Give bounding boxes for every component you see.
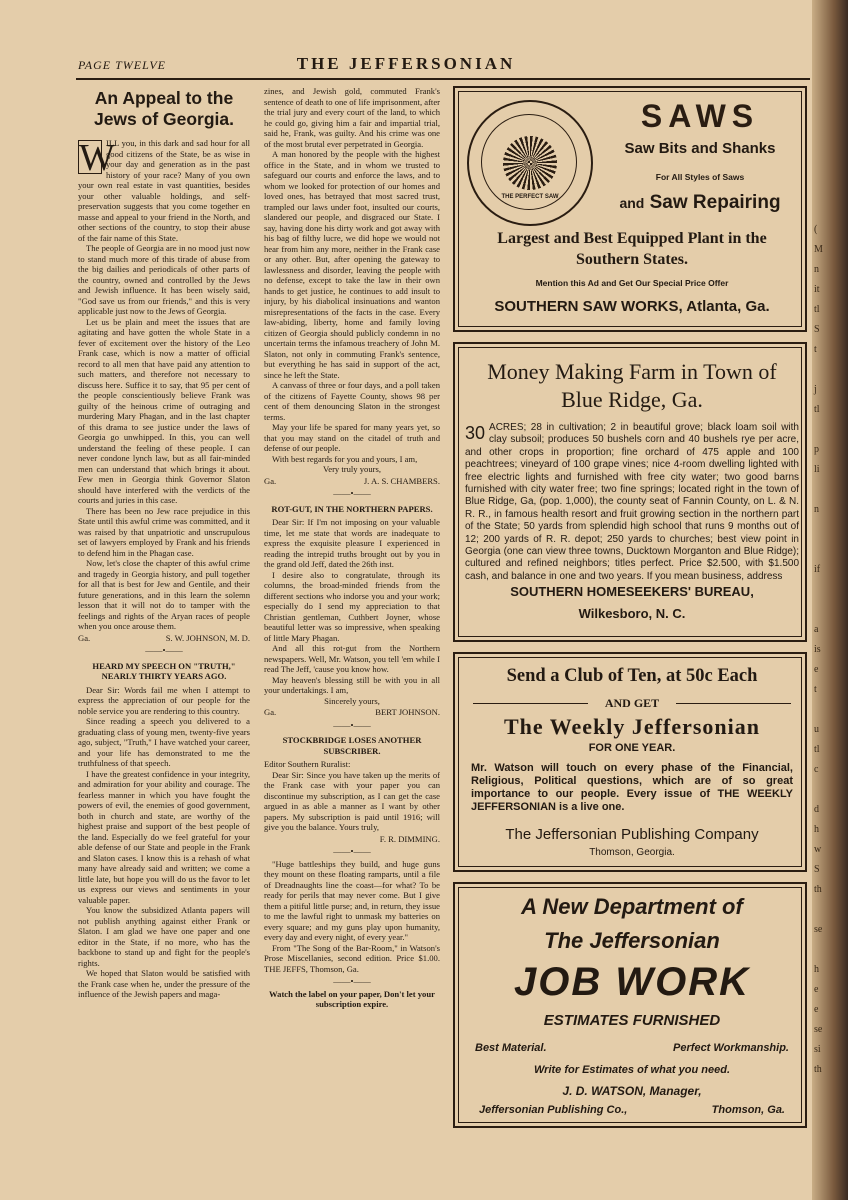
letter-signature <box>264 707 440 718</box>
letter-title: STOCKBRIDGE LOSES ANOTHER SUBSCRIBER. <box>282 735 422 756</box>
letter-paragraph: I desire also to congratulate, through its columns, the broad-minded friends from the different sections who indorse you and your work; especially do I send my appreciation to that Christian gentleman, Cuthbert Joyner, whose beautiful letter was so impressive, when speaking of little Mary Phagan. <box>264 569 440 643</box>
ad-farm-city: Wilkesboro, N. C. <box>578 606 686 621</box>
ad-farm-text: ACRES; 28 in cultivation; 2 in beautiful grove; black loam soil with clay subsoil; produces 50 bushels corn and 40 bushels rye per acre, and other crops in proportion; fine orchard of 475 apple and 100 peachtrees; vineyard of 100 grape vines; nice 4-room dwelling lighted with free electric lights and furnished with free city water; two good barns furnished with city water free; two fine springs; located right in the town of Blue Ridge, Ga, (pop. 1,000), the county seat of Fannin County, on L. & N. R. R., in famous health resort and fruit growing section in the northern part of the State; 50 yards from splendid high school that runs 9 months out of 12; 200 yards of R. R. depot; 250 yards to churches; best view point in Georgia (one can view three towns, Ducktown Morganton and Blue Ridge); cultured and refined neighbors; titles perfect. Price $2.500, with $1.500 cash, and balance in one and two years. If you mean business, address <box>465 422 799 582</box>
ad-job-perfect-workmanship: Perfect Workmanship. <box>673 1042 789 1054</box>
ad-saws-line4: Largest and Best Equipped Plant in the Southern States. <box>497 230 767 268</box>
letter-paragraph: May your life be spared for many years yet, so that you may stand on the citadel of truth and defense of our people. <box>264 422 440 453</box>
letter-paragraph: zines, and Jewish gold, commuted Frank's sentence of death to one of life imprisonment, after the trial jury and every court of the land, to which he could go, giving him a fair and impartial trial, said he, Frank, was guilty. And his crime was one of the most brutal ever perpetrated in Georgia. <box>264 86 440 149</box>
letter-paragraph: Dear Sir: If I'm not imposing on your valuable time, let me state that words are inadequate to express the exquisite pleasure I experienced in reading the intrepid truths brought out by you in the grand old Jeff, dated the 26th inst. <box>264 517 440 569</box>
ad-job-company: Jeffersonian Publishing Co., <box>479 1104 628 1116</box>
section-divider: ——•—— <box>333 488 371 498</box>
ad-job-line3: JOB WORK <box>514 960 750 1004</box>
ad-job-work <box>453 882 807 1128</box>
ad-club <box>453 652 807 872</box>
letter-title: ROT-GUT, IN THE NORTHERN PAPERS. <box>271 503 433 514</box>
ad-saws-company: SOUTHERN SAW WORKS, Atlanta, Ga. <box>494 298 770 315</box>
ad-farm-company: SOUTHERN HOMESEEKERS' BUREAU, <box>510 584 754 599</box>
drop-cap: W <box>79 137 115 179</box>
signature-name: BERT JOHNSON. <box>375 707 440 717</box>
facing-page-fragments: ( M n it tl S t j tl p li n if a is e t u tl c d h w S th se h e e se si th <box>814 224 823 1075</box>
ad-farm-body <box>465 422 799 583</box>
ad-club-term: FOR ONE YEAR. <box>588 742 676 754</box>
ad-farm <box>453 342 807 642</box>
ad-farm-number: 30 <box>465 423 486 443</box>
ad-saws-repairing: Saw Repairing <box>649 192 781 213</box>
letter-title: HEARD MY SPEECH ON "TRUTH," NEARLY THIRTY YEARS AGO. <box>92 660 236 681</box>
letter-paragraph: A man honored by the people with the highest office in the State, and in whom we trusted to safeguard our courts and enforce the laws, and to whom we looked for protection of our homes and loved ones, has betrayed that most sacred trust, trampled our laws under foot, insulted our courts, slandered our people, and disgraced our State. I say, having done his dirty work and got away with his bag of filthy lucre, we did hope we would not hear from him any more, neither in the Frank case or any other. But, after opening the gateway to lawlessness and disorder, leaving the people with no defense, except to take the law in their own hands to get justice, he continues to add insult to injury, by his diabolical insinuations and wanton misrepresentations of the facts in the case. Every law-abiding, liberty, home and family loving citizen of Georgia should publicly condemn in no uncertain terms the infamous treachery of John M. Slaton, not only in commuting Frank's sentence, but everything he has said in support of the act, since he left the State. <box>264 149 440 380</box>
page-number-label: PAGE TWELVE <box>78 58 166 72</box>
letter-salutation: Editor Southern Ruralist: <box>264 759 351 769</box>
letter-signature <box>264 476 440 487</box>
ad-saws-line3 <box>595 192 805 214</box>
section-divider: ——•—— <box>333 976 371 986</box>
letter-paragraph: Since reading a speech you delivered to a graduating class of young men, twenty-five years ago, subject, "Truth," I have watched your career, and your life has demonstrated to me the truthfulness of that speech. <box>78 716 250 768</box>
ad-job-line6: Write for Estimates of what you need. <box>534 1064 730 1076</box>
subscription-notice: Watch the label on your paper, Don't let your subscription expire. <box>269 988 435 1009</box>
letter-paragraph: And all this rot-gut from the Northern newspapers. Well, Mr. Watson, you tell 'em while I read The Jeff, 'cause you know how. <box>264 643 440 674</box>
ad-job-line2: The Jeffersonian <box>544 928 720 953</box>
quote-source: From "The Song of the Bar-Room," in Watson's Prose Miscellanies, second edition. Price $1.00. THE JEFFS, Thomson, Ga. <box>264 942 440 974</box>
letter-paragraph: A canvass of three or four days, and a poll taken of the citizens of Fayette County, shows 98 per cent of them denouncing Slaton in the strongest terms. <box>264 380 440 422</box>
masthead: THE JEFFERSONIAN <box>296 54 516 73</box>
ad-saws-line1: Saw Bits and Shanks <box>624 140 776 157</box>
ad-job-line1: A New Department of <box>521 894 743 919</box>
letter-closing: Very truly yours, <box>323 464 381 474</box>
article-paragraph: Now, let's close the chapter of this awful crime and tragedy in Georgia history, and pull together for all that is best for Jew and Gentile, and their future generations, and in this learn the solemn lesson that it will not do to tamper with the feelings and rights of the Aryan races of people when you once arouse them. <box>78 558 250 631</box>
signature-state: Ga. <box>264 707 277 717</box>
letter-paragraph: May heaven's blessing still be with you in all your undertakings. I am, <box>264 674 440 695</box>
ad-job-best-material: Best Material. <box>475 1042 547 1054</box>
ad-saws-line2: For All Styles of Saws <box>655 172 745 182</box>
seal-label: THE PERFECT SAW <box>501 194 559 200</box>
ad-club-body: Mr. Watson will touch on every phase of the Financial, Religious, Political questions, which are of so great importance to our people. Every issue of THE WEEKLY JEFFERSONIAN is a live one. <box>471 762 793 813</box>
signature-state: Ga. <box>78 632 91 643</box>
signature-name: S. W. JOHNSON, M. D. <box>165 632 250 643</box>
saw-blade-icon <box>503 136 557 190</box>
ad-saws-line5: Mention this Ad and Get Our Special Price Offer <box>535 278 729 288</box>
letter-paragraph: We hoped that Slaton would be satisfied with the Frank case when he, under the pressure of the influence of the Jewish papers and maga- <box>78 968 250 999</box>
ad-saws-title: SAWS <box>640 98 760 134</box>
article-signature <box>78 633 250 644</box>
column-2 <box>264 86 440 1164</box>
ad-farm-title: Money Making Farm in Town of Blue Ridge, Ga. <box>487 359 777 412</box>
letter-closing: Sincerely yours, <box>324 695 380 706</box>
signature-state: Ga. <box>264 475 277 486</box>
article-paragraph: Let us be plain and meet the issues that are agitating and have gotten the whole State in a fever of excitement over the history of the Leo Frank case, which is now a matter of official record to all men that have paid any attention to such matters, and therefore not necessary to discuss here. Suffice it to say, that 95 per cent of the people conscientiously believe Frank was guilty of the heinous crime of outraging and murdering Mary Phagan, and in the last chapter of this drama to see justice under the laws of Georgia go unwhipped. In this, you can well understand the feeling of these people. I can never condone lynch law, but as all fair-minded men can understand that which brings it about. Few men in Georgia think Governor Slaton should have interfered with the verdicts of the courts and juries in this case. <box>78 316 250 505</box>
ad-club-paper: The Weekly Jeffersonian <box>503 714 761 739</box>
letter-paragraph: I have the greatest confidence in your integrity, and admiration for your ability and courage. The fearless manner in which you have fought the powers of evil, the enemies of good government, both in church and state, are worthy of the highest praise and support of the best people of the land. Especially do we feel grateful for your able defense of our State and people in the Frank and Slaton cases. I know this is a rehash of what many have already said and written; we come a little late, but hope you will do us the favor to let us express our views and sentiments in your valuable paper. <box>78 768 250 905</box>
section-divider: ——•—— <box>333 719 371 730</box>
letter-paragraph: With best regards for you and yours, I am, <box>272 453 418 464</box>
section-divider: ——•—— <box>333 846 371 856</box>
letter-paragraph: You know the subsidized Atlanta papers will not publish anything against either Frank or Slaton. I am glad we have one paper and one editor in the State, if no more, who has the backbone to stand up and fight for the people's rights. <box>78 905 250 968</box>
letter-signature: F. R. DIMMING. <box>379 833 440 844</box>
ad-club-company: The Jeffersonian Publishing Company <box>505 826 759 843</box>
signature-name: J. A. S. CHAMBERS. <box>363 475 440 486</box>
ad-club-title: Send a Club of Ten, at 50c Each <box>506 666 758 686</box>
ad-job-city: Thomson, Ga. <box>711 1104 785 1116</box>
header-rule <box>76 78 810 80</box>
column-1 <box>78 86 250 1164</box>
article-paragraph: The people of Georgia are in no mood just now to stand much more of this tirade of abuse from the big dailies and periodicals of other parts of the country, owned and controlled by the Jews and Jewish influence. It has been wisely said, "God save us from our friends," and this is very applicable just now to the Jews of Georgia. <box>78 243 250 316</box>
article-paragraph: ILL you, in this dark and sad hour for all good citizens of the State, be as wise in your day and generation as in the past history of your race? Many of you own your own real estate in vast quantities, besides your other valuable holdings, and self-preservation suggests that you come together en masse and appeal to your friend in the North, and other sections of the country, to stop their abuse of the fair name of this State. <box>78 138 250 243</box>
article-paragraph: There has been no Jew race prejudice in this State until this awful crime was committed, and it was raised by that unpatriotic and unscrupulous set of lawyers employed by Frank and his friends to defend him in the Phagan case. <box>78 505 250 558</box>
section-divider: ——•—— <box>145 645 183 655</box>
article-title: An Appeal to the Jews of Georgia. <box>93 88 235 129</box>
letter-paragraph: Dear Sir: Since you have taken up the merits of the Frank case with your paper you can discontinue my subscription, as I can get the case argued in as able a manner as I want by other papers. My subscription is paid until 1916; will give you the balance. Yours truly, <box>264 769 440 832</box>
ad-job-line7: J. D. WATSON, Manager, <box>562 1084 702 1098</box>
quote-text: "Huge battleships they build, and huge guns they mount on these floating ramparts, until a file of Dreadnaughts line the coast—for what? To be ready for perils that may never come. But I give them a pitiful little purse; and, in return, they issue to me the lawful right to unmask my batteries on every square; and my guns play upon humanity, every day and every night, of every year." <box>264 858 440 942</box>
ad-job-line8 <box>479 1104 785 1116</box>
saw-seal-icon <box>467 100 593 226</box>
ad-club-city: Thomson, Georgia. <box>589 847 675 858</box>
ad-club-and-get: AND GET <box>588 696 676 711</box>
ad-job-line4: ESTIMATES FURNISHED <box>543 1012 721 1029</box>
letter-paragraph: Dear Sir: Words fail me when I attempt to express the appreciation of our people for the noble service you are rendering to this country. <box>78 684 250 716</box>
ad-job-line5 <box>475 1042 789 1054</box>
ad-saws <box>453 86 807 332</box>
ad-saws-and: and <box>619 195 645 211</box>
